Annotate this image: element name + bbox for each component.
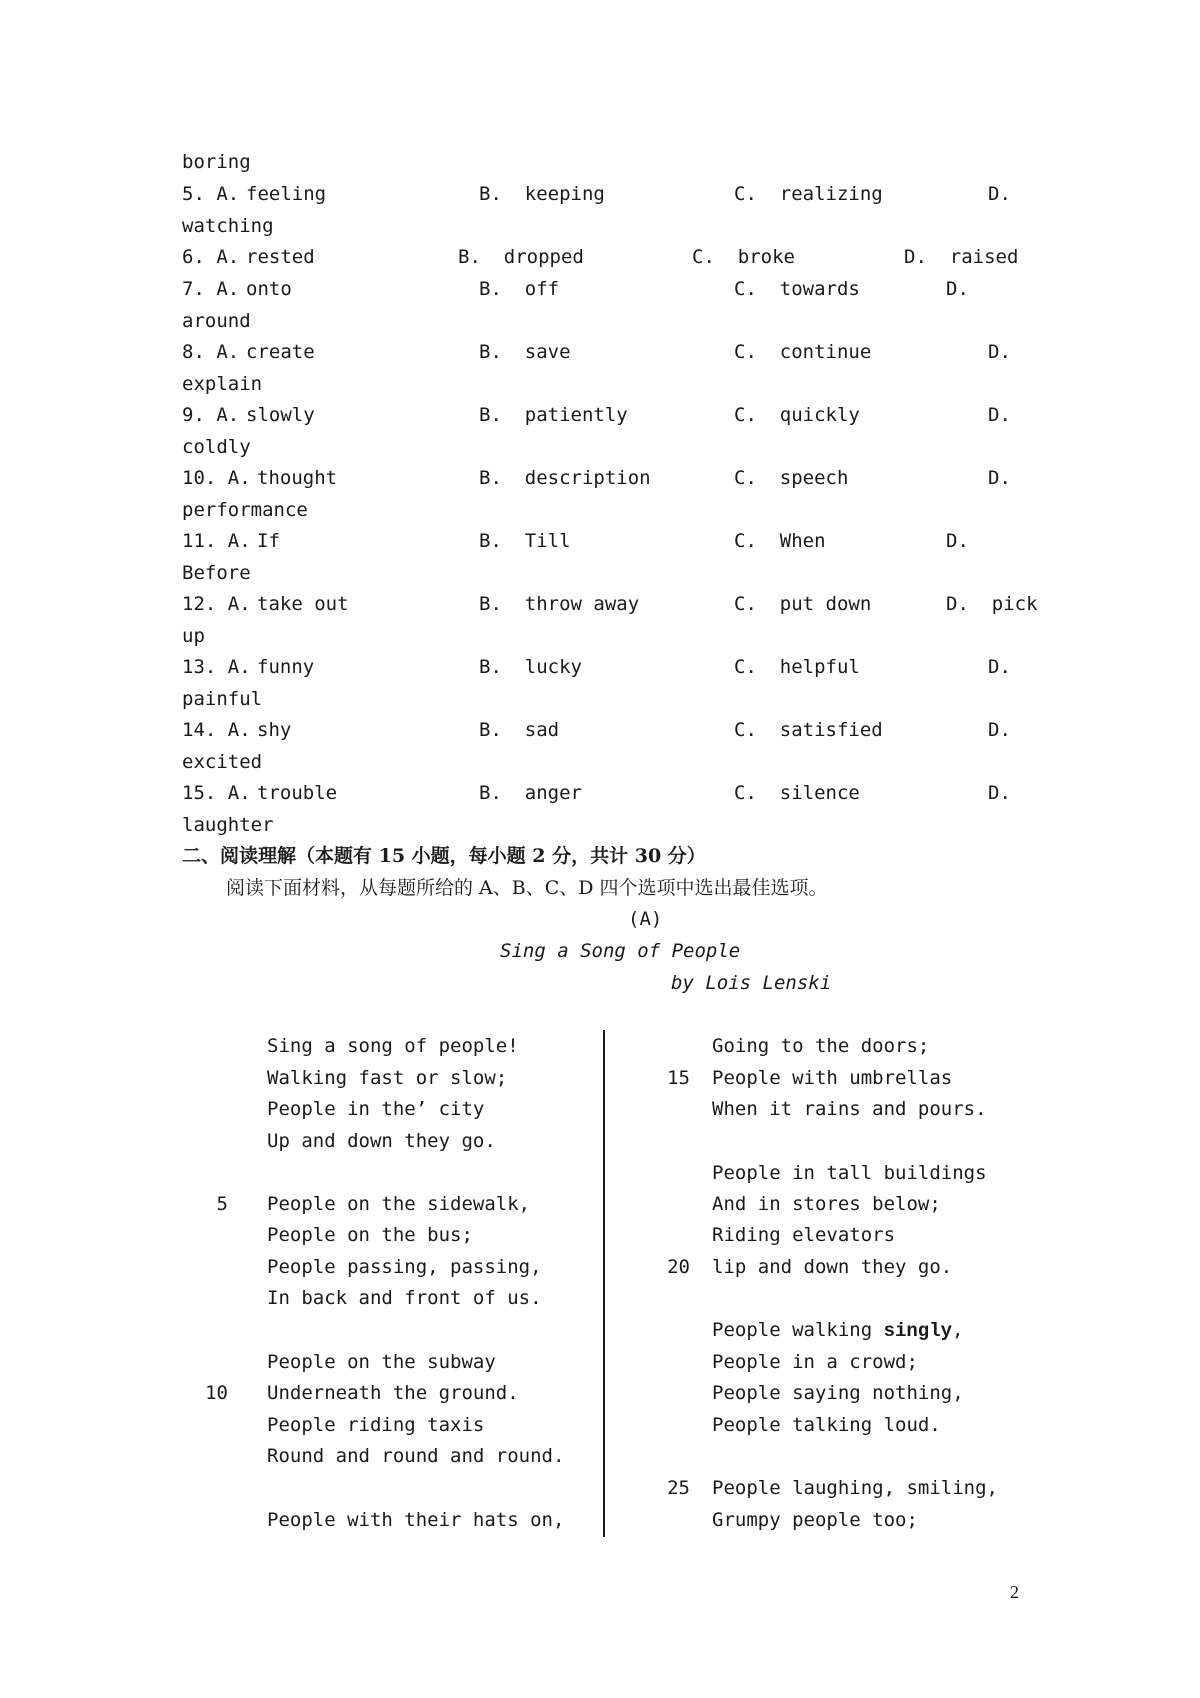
page-number: 2 bbox=[1010, 1582, 1019, 1602]
poem-line bbox=[267, 1350, 496, 1374]
q6-option-b: B. dropped bbox=[458, 246, 584, 268]
q15-option-c: C. silence bbox=[734, 782, 860, 804]
poem-line bbox=[712, 1508, 918, 1532]
q13-option-c: C. helpful bbox=[734, 656, 860, 678]
q14-option-b: B. sad bbox=[479, 719, 560, 741]
q11-option-a: If bbox=[257, 530, 280, 552]
q15-number: 15. A. bbox=[182, 782, 251, 804]
poem-line-text: Riding elevators bbox=[712, 1224, 896, 1246]
poem-line-text: People with their hats on, bbox=[267, 1509, 565, 1531]
bold-word: singly bbox=[883, 1320, 953, 1342]
poem-line-text: lip and down they go. bbox=[712, 1256, 953, 1278]
poem-line-text: People saying nothing, bbox=[712, 1382, 964, 1404]
poem-line bbox=[267, 1286, 542, 1310]
poem-line bbox=[267, 1255, 542, 1279]
q10-option-a: thought bbox=[257, 467, 338, 489]
q10-option-d: D. bbox=[988, 467, 1011, 489]
poem-line-text: Round and round and round. bbox=[267, 1445, 565, 1467]
poem-line bbox=[267, 1034, 519, 1058]
poem-line-text: People talking loud. bbox=[712, 1414, 941, 1436]
q9-option-a: slowly bbox=[246, 404, 315, 426]
poem-line bbox=[267, 1066, 507, 1090]
q5-option-b: B. keeping bbox=[479, 183, 605, 205]
passage-label: (A) bbox=[628, 908, 663, 930]
q9-option-d-wrap: coldly bbox=[182, 436, 251, 458]
q8-option-c: C. continue bbox=[734, 341, 872, 363]
q9-option-d: D. bbox=[988, 404, 1011, 426]
poem-line-text: People in a crowd; bbox=[712, 1351, 918, 1373]
poem-line-number: 5 bbox=[216, 1193, 228, 1215]
q14-option-c: C. satisfied bbox=[734, 719, 883, 741]
q9-option-c: C. quickly bbox=[734, 404, 860, 426]
q9-number: 9. A. bbox=[182, 404, 240, 426]
poem-line bbox=[712, 1476, 998, 1500]
q10-option-b: B. description bbox=[479, 467, 651, 489]
q13-option-b: B. lucky bbox=[479, 656, 582, 678]
poem-line-text: People riding taxis bbox=[267, 1414, 485, 1436]
bold-word-punct: , bbox=[952, 1319, 964, 1341]
poem-line bbox=[712, 1097, 987, 1121]
q8-option-d-wrap: explain bbox=[182, 373, 263, 395]
q8-option-d: D. bbox=[988, 341, 1011, 363]
column-divider bbox=[603, 1030, 605, 1537]
q8-number: 8. A. bbox=[182, 341, 240, 363]
q10-option-c: C. speech bbox=[734, 467, 849, 489]
q15-option-d-wrap: laughter bbox=[182, 814, 274, 836]
q12-option-c: C. put down bbox=[734, 593, 872, 615]
poem-line-text: People on the bus; bbox=[267, 1224, 473, 1246]
poem-line-text: Sing a song of people! bbox=[267, 1035, 519, 1057]
poem-line bbox=[712, 1223, 895, 1247]
poem-line-text: Walking fast or slow; bbox=[267, 1067, 508, 1089]
q11-number: 11. A. bbox=[182, 530, 251, 552]
poem-line bbox=[712, 1350, 918, 1374]
q9-option-b: B. patiently bbox=[479, 404, 628, 426]
q13-option-d: D. bbox=[988, 656, 1011, 678]
section-heading: 二、阅读理解（本题有 15 小题，每小题 2 分，共计 30 分） bbox=[182, 845, 706, 867]
q11-option-b: B. Till bbox=[479, 530, 571, 552]
q11-option-c: C. When bbox=[734, 530, 826, 552]
q13-option-a: funny bbox=[257, 656, 315, 678]
q8-option-a: create bbox=[246, 341, 315, 363]
q14-number: 14. A. bbox=[182, 719, 251, 741]
poem-line-text: People laughing, smiling, bbox=[712, 1477, 998, 1499]
q5-option-c: C. realizing bbox=[734, 183, 883, 205]
q10-option-d-wrap: performance bbox=[182, 499, 308, 521]
poem-line-text: People walking bbox=[712, 1319, 884, 1341]
q11-option-d-wrap: Before bbox=[182, 562, 251, 584]
poem-line-number: 10 bbox=[205, 1382, 228, 1404]
poem-line-text: People in tall buildings bbox=[712, 1162, 987, 1184]
poem-line bbox=[267, 1508, 564, 1532]
q15-option-a: trouble bbox=[257, 782, 338, 804]
poem-author: by Lois Lenski bbox=[671, 972, 832, 994]
poem-line-text: People with umbrellas bbox=[712, 1067, 953, 1089]
poem-line-text: Underneath the ground. bbox=[267, 1382, 519, 1404]
q4-option-d-wrap: boring bbox=[182, 151, 251, 173]
q12-option-b: B. throw away bbox=[479, 593, 640, 615]
section-instruction: 阅读下面材料，从每题所给的 A、B、C、D 四个选项中选出最佳选项。 bbox=[226, 877, 828, 899]
q5-option-d-wrap: watching bbox=[182, 215, 274, 237]
poem-line-number: 15 bbox=[667, 1067, 690, 1089]
q13-number: 13. A. bbox=[182, 656, 251, 678]
poem-line bbox=[712, 1161, 987, 1185]
poem-line-text: Up and down they go. bbox=[267, 1130, 496, 1152]
poem-line bbox=[267, 1097, 484, 1121]
poem-title: Sing a Song of People bbox=[500, 940, 741, 962]
poem-line bbox=[712, 1318, 963, 1343]
poem-line bbox=[267, 1381, 519, 1405]
poem-line-number: 20 bbox=[667, 1256, 690, 1278]
poem-line bbox=[712, 1034, 929, 1058]
poem-line-text: Grumpy people too; bbox=[712, 1509, 918, 1531]
q14-option-a: shy bbox=[257, 719, 292, 741]
poem-line bbox=[267, 1192, 530, 1216]
q10-number: 10. A. bbox=[182, 467, 251, 489]
poem-line-text: People passing, passing, bbox=[267, 1256, 542, 1278]
q6-option-c: C. broke bbox=[692, 246, 795, 268]
q14-option-d: D. bbox=[988, 719, 1011, 741]
q7-option-d: D. bbox=[946, 278, 969, 300]
q8-option-b: B. save bbox=[479, 341, 571, 363]
poem-line-text: People on the sidewalk, bbox=[267, 1193, 531, 1215]
poem-line-text: When it rains and pours. bbox=[712, 1098, 987, 1120]
poem-line bbox=[267, 1129, 496, 1153]
poem-line bbox=[712, 1413, 941, 1437]
q13-option-d-wrap: painful bbox=[182, 688, 263, 710]
q6-option-d: D. raised bbox=[904, 246, 1019, 268]
q12-option-a: take out bbox=[257, 593, 349, 615]
q7-option-d-wrap: around bbox=[182, 310, 251, 332]
poem-line-text: In back and front of us. bbox=[267, 1287, 542, 1309]
q5-number: 5. A. bbox=[182, 183, 240, 205]
poem-line-text: Going to the doors; bbox=[712, 1035, 930, 1057]
q11-option-d: D. bbox=[946, 530, 969, 552]
q6-number: 6. A. bbox=[182, 246, 240, 268]
poem-line-text: People in the’ city bbox=[267, 1098, 485, 1120]
poem-line bbox=[267, 1223, 473, 1247]
poem-line-text: And in stores below; bbox=[712, 1193, 941, 1215]
q7-option-b: B. off bbox=[479, 278, 560, 300]
q12-option-d: D. pick bbox=[946, 593, 1038, 615]
q12-option-d-wrap: up bbox=[182, 625, 205, 647]
poem-line bbox=[712, 1192, 941, 1216]
poem-line bbox=[267, 1444, 564, 1468]
q7-option-c: C. towards bbox=[734, 278, 860, 300]
q14-option-d-wrap: excited bbox=[182, 751, 263, 773]
q12-number: 12. A. bbox=[182, 593, 251, 615]
q5-option-d: D. bbox=[988, 183, 1011, 205]
q7-number: 7. A. bbox=[182, 278, 240, 300]
poem-line-number: 25 bbox=[667, 1477, 690, 1499]
poem-line bbox=[712, 1381, 964, 1405]
poem-line-text: People on the subway bbox=[267, 1351, 496, 1373]
q6-option-a: rested bbox=[246, 246, 315, 268]
poem-line bbox=[712, 1255, 952, 1279]
q15-option-b: B. anger bbox=[479, 782, 582, 804]
poem-line bbox=[712, 1066, 952, 1090]
poem-line bbox=[267, 1413, 484, 1437]
q5-option-a: feeling bbox=[246, 183, 327, 205]
q15-option-d: D. bbox=[988, 782, 1011, 804]
q7-option-a: onto bbox=[246, 278, 292, 300]
